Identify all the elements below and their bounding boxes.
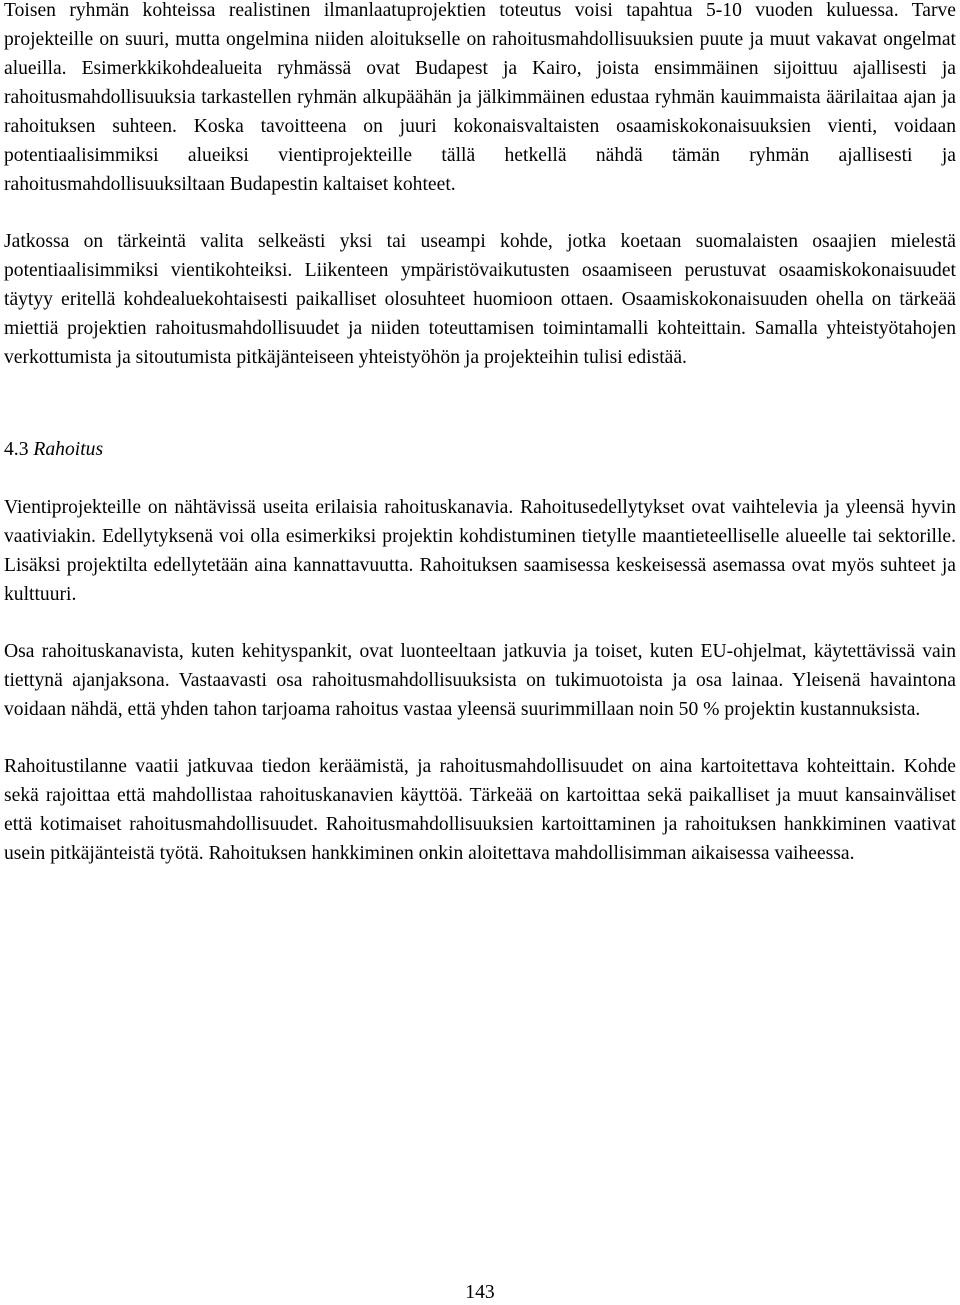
section-title: Rahoitus bbox=[33, 439, 104, 460]
body-paragraph: Toisen ryhmän kohteissa realistinen ilmanlaatuprojektien toteutus voisi tapahtua 5-10 vuoden kuluessa. Tarve projekteille on suuri, mutta ongelmina niiden aloitukselle on rahoitusmahdollisuuksien puute ja muut vakavat ongelmat alueilla. Esimerkkikohdealueita ryhmässä ovat Budapest ja Kairo, joista ensimmäinen sijoittuu ajallisesti ja rahoitusmahdollisuuksia tarkastellen ryhmän alkupäähän ja jälkimmäinen edustaa ryhmän kauimmaista äärilaitaa ajan ja rahoituksen suhteen. Koska tavoitteena on juuri kokonaisvaltaisten osaamiskokonaisuuksien vienti, voidaan potentiaalisimmiksi alueiksi vientiprojekteille tällä hetkellä nähdä tämän ryhmän ajallisesti ja rahoitusmahdollisuuksiltaan Budapestin kaltaiset kohteet. bbox=[4, 0, 956, 195]
body-paragraph: Osa rahoituskanavista, kuten kehityspankit, ovat luonteeltaan jatkuvia ja toiset, kuten EU-ohjelmat, käytettävissä vain tiettynä ajanjaksona. Vastaavasti osa rahoitusmahdollisuuksista on tukimuotoista ja osa lainaa. Yleisenä havaintona voidaan nähdä, että yhden tahon tarjoama rahoitus vastaa yleensä suurimmillaan noin 50 % projektin kustannuksista. bbox=[4, 641, 956, 720]
document-page bbox=[4, 0, 956, 868]
body-paragraph: Vientiprojekteille on nähtävissä useita erilaisia rahoituskanavia. Rahoitusedellytykset ovat vaihtelevia ja yleensä hyvin vaativiakin. Edellytyksenä voi olla esimerkiksi projektin kohdistuminen tietylle maantieteelliselle alueelle tai sektorille. Lisäksi projektilta edellytetään aina kannattavuutta. Rahoituksen saamisessa keskeisessä asemassa ovat myös suhteet ja kulttuuri. bbox=[4, 497, 956, 605]
section-number: 4.3 bbox=[4, 439, 29, 460]
body-paragraph: Jatkossa on tärkeintä valita selkeästi yksi tai useampi kohde, jotka koetaan suomalaisten osaajien mielestä potentiaalisimmiksi vientikohteiksi. Liikenteen ympäristövaikutusten osaamiseen perustuvat osaamiskokonaisuudet täytyy eritellä kohdealuekohtaisesti paikalliset olosuhteet huomioon ottaen. Osaamiskokonaisuuden ohella on tärkeää miettiä projektien rahoitusmahdollisuudet ja niiden toteuttamisen toimintamalli kohteittain. Samalla yhteistyötahojen verkottumista ja sitoutumista pitkäjänteiseen yhteistyöhön ja projekteihin tulisi edistää. bbox=[4, 231, 956, 368]
page-number: 143 bbox=[465, 1282, 495, 1303]
body-paragraph: Rahoitustilanne vaatii jatkuvaa tiedon keräämistä, ja rahoitusmahdollisuudet on aina kartoitettava kohteittain. Kohde sekä rajoittaa että mahdollistaa rahoituskanavien käyttöä. Tärkeää on kartoittaa sekä paikalliset ja muut kansainväliset että kotimaiset rahoitusmahdollisuudet. Rahoitusmahdollisuuksien kartoittaminen ja rahoituksen hankkiminen vaativat usein pitkäjänteistä työtä. Rahoituksen hankkiminen onkin aloitettava mahdollisimman aikaisessa vaiheessa. bbox=[4, 756, 956, 864]
section-heading bbox=[4, 435, 956, 464]
